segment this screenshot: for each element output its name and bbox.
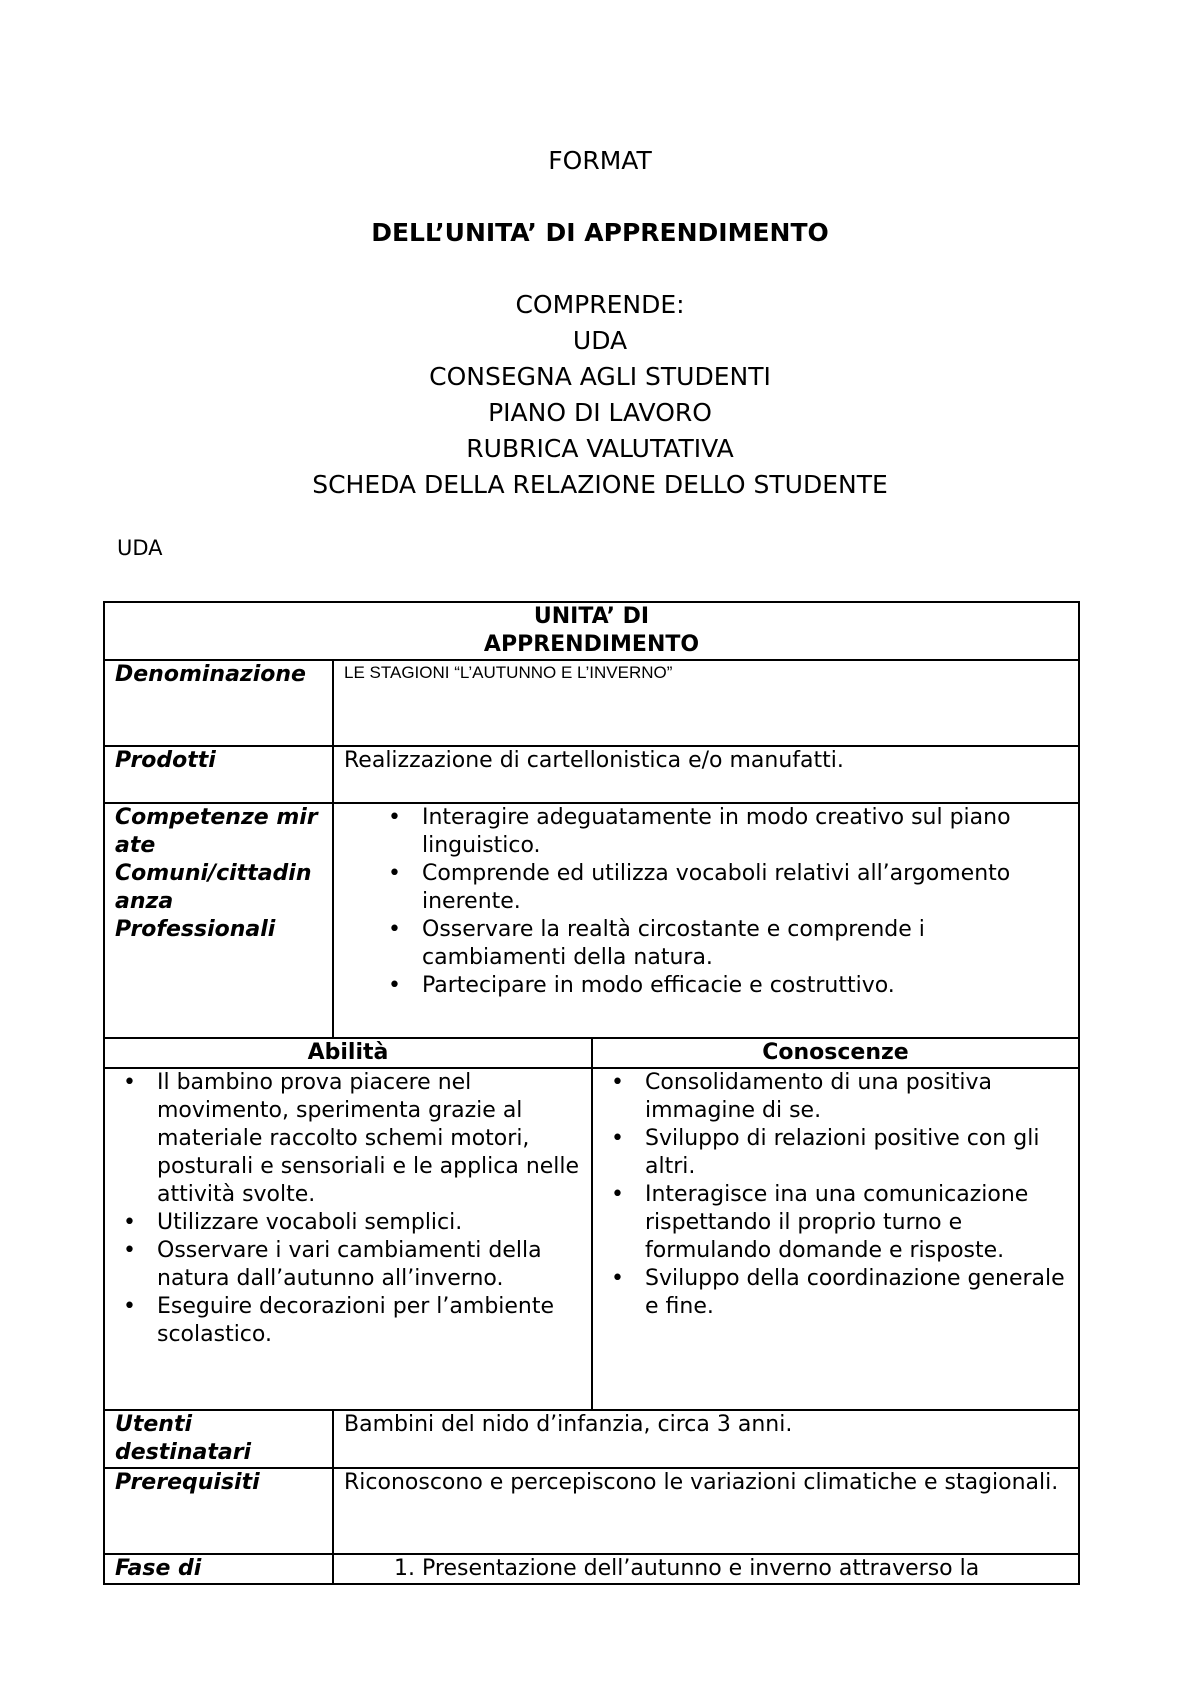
- list-item: • Sviluppo della coordinazione generale e fine.: [645, 1265, 1068, 1321]
- abilita-conoscenze-header-row: [104, 1038, 1079, 1068]
- comprende-item: PIANO DI LAVORO: [488, 398, 712, 427]
- list-item: • Osservare la realtà circostante e comprende i cambiamenti della natura.: [422, 916, 1068, 972]
- list-item: • Consolidamento di una positiva immagine di se.: [645, 1069, 1068, 1125]
- table-row: [104, 1468, 1079, 1554]
- table-row: [104, 1410, 1079, 1468]
- list-item: • Comprende ed utilizza vocaboli relativi all’argomento inerente.: [422, 860, 1068, 916]
- comprende-label: COMPRENDE:: [515, 290, 685, 319]
- comprende-item: RUBRICA VALUTATIVA: [466, 434, 734, 463]
- abilita-header: Abilità: [104, 1038, 592, 1068]
- fase-list: [344, 1555, 1068, 1583]
- title-row: [104, 602, 1079, 660]
- abilita-cell: [104, 1068, 592, 1410]
- comprende-item: CONSEGNA AGLI STUDENTI: [429, 362, 771, 391]
- fase-label: Fase di: [104, 1554, 333, 1584]
- conoscenze-cell: [592, 1068, 1079, 1410]
- competenze-label-line: Competenze mirate: [115, 805, 318, 858]
- table-row: [104, 803, 1079, 1038]
- utenti-label: Utenti destinatari: [104, 1410, 333, 1468]
- table-row: [104, 1554, 1079, 1584]
- prerequisiti-value: Riconoscono e percepiscono le variazioni climatiche e stagionali.: [333, 1468, 1079, 1554]
- table-row: [104, 660, 1079, 746]
- prodotti-label: Prodotti: [104, 746, 333, 803]
- utenti-value: Bambini del nido d’infanzia, circa 3 anni.: [333, 1410, 1079, 1468]
- abilita-conoscenze-row: [104, 1068, 1079, 1410]
- fase-cell: [333, 1554, 1079, 1584]
- table-title: UNITA’ DI APPRENDIMENTO: [483, 604, 700, 657]
- competenze-list: [344, 804, 1068, 1000]
- competenze-cell: [333, 803, 1079, 1038]
- conoscenze-list: [603, 1069, 1068, 1321]
- prodotti-value: Realizzazione di cartellonistica e/o manufatti.: [333, 746, 1079, 803]
- list-item: • Interagire adeguatamente in modo creativo sul piano linguistico.: [422, 804, 1068, 860]
- denominazione-label: Denominazione: [104, 660, 333, 746]
- list-item: • Utilizzare vocaboli semplici.: [157, 1209, 581, 1237]
- format-subtitle: DELL’UNITA’ DI APPRENDIMENTO: [371, 218, 829, 247]
- comprende-item: UDA: [572, 326, 628, 355]
- list-item: • Il bambino prova piacere nel movimento, sperimenta grazie al materiale raccolto schemi motori, posturali e sensoriali e le applica nelle attività svolte.: [157, 1069, 581, 1209]
- format-title: FORMAT: [548, 146, 652, 175]
- abilita-list: [115, 1069, 581, 1349]
- competenze-label: [104, 803, 333, 1038]
- list-item: 1. Presentazione dell’autunno e inverno attraverso la: [422, 1555, 1068, 1583]
- competenze-label-line: Comuni/cittadinanza: [115, 861, 312, 914]
- denominazione-value: LE STAGIONI “L’AUTUNNO E L’INVERNO”: [333, 660, 1079, 746]
- conoscenze-header: Conoscenze: [592, 1038, 1079, 1068]
- list-item: • Sviluppo di relazioni positive con gli altri.: [645, 1125, 1068, 1181]
- list-item: • Interagisce ina una comunicazione rispettando il proprio turno e formulando domande e risposte.: [645, 1181, 1068, 1265]
- uda-table: [103, 601, 1080, 1585]
- prerequisiti-label: Prerequisiti: [104, 1468, 333, 1554]
- list-item: • Eseguire decorazioni per l’ambiente scolastico.: [157, 1293, 581, 1349]
- comprende-item: SCHEDA DELLA RELAZIONE DELLO STUDENTE: [312, 470, 888, 499]
- competenze-label-line: Professionali: [115, 917, 276, 942]
- table-row: [104, 746, 1079, 803]
- section-label: UDA: [117, 536, 163, 560]
- list-item: • Partecipare in modo efficacie e costruttivo.: [422, 972, 1068, 1000]
- list-item: • Osservare i vari cambiamenti della natura dall’autunno all’inverno.: [157, 1237, 581, 1293]
